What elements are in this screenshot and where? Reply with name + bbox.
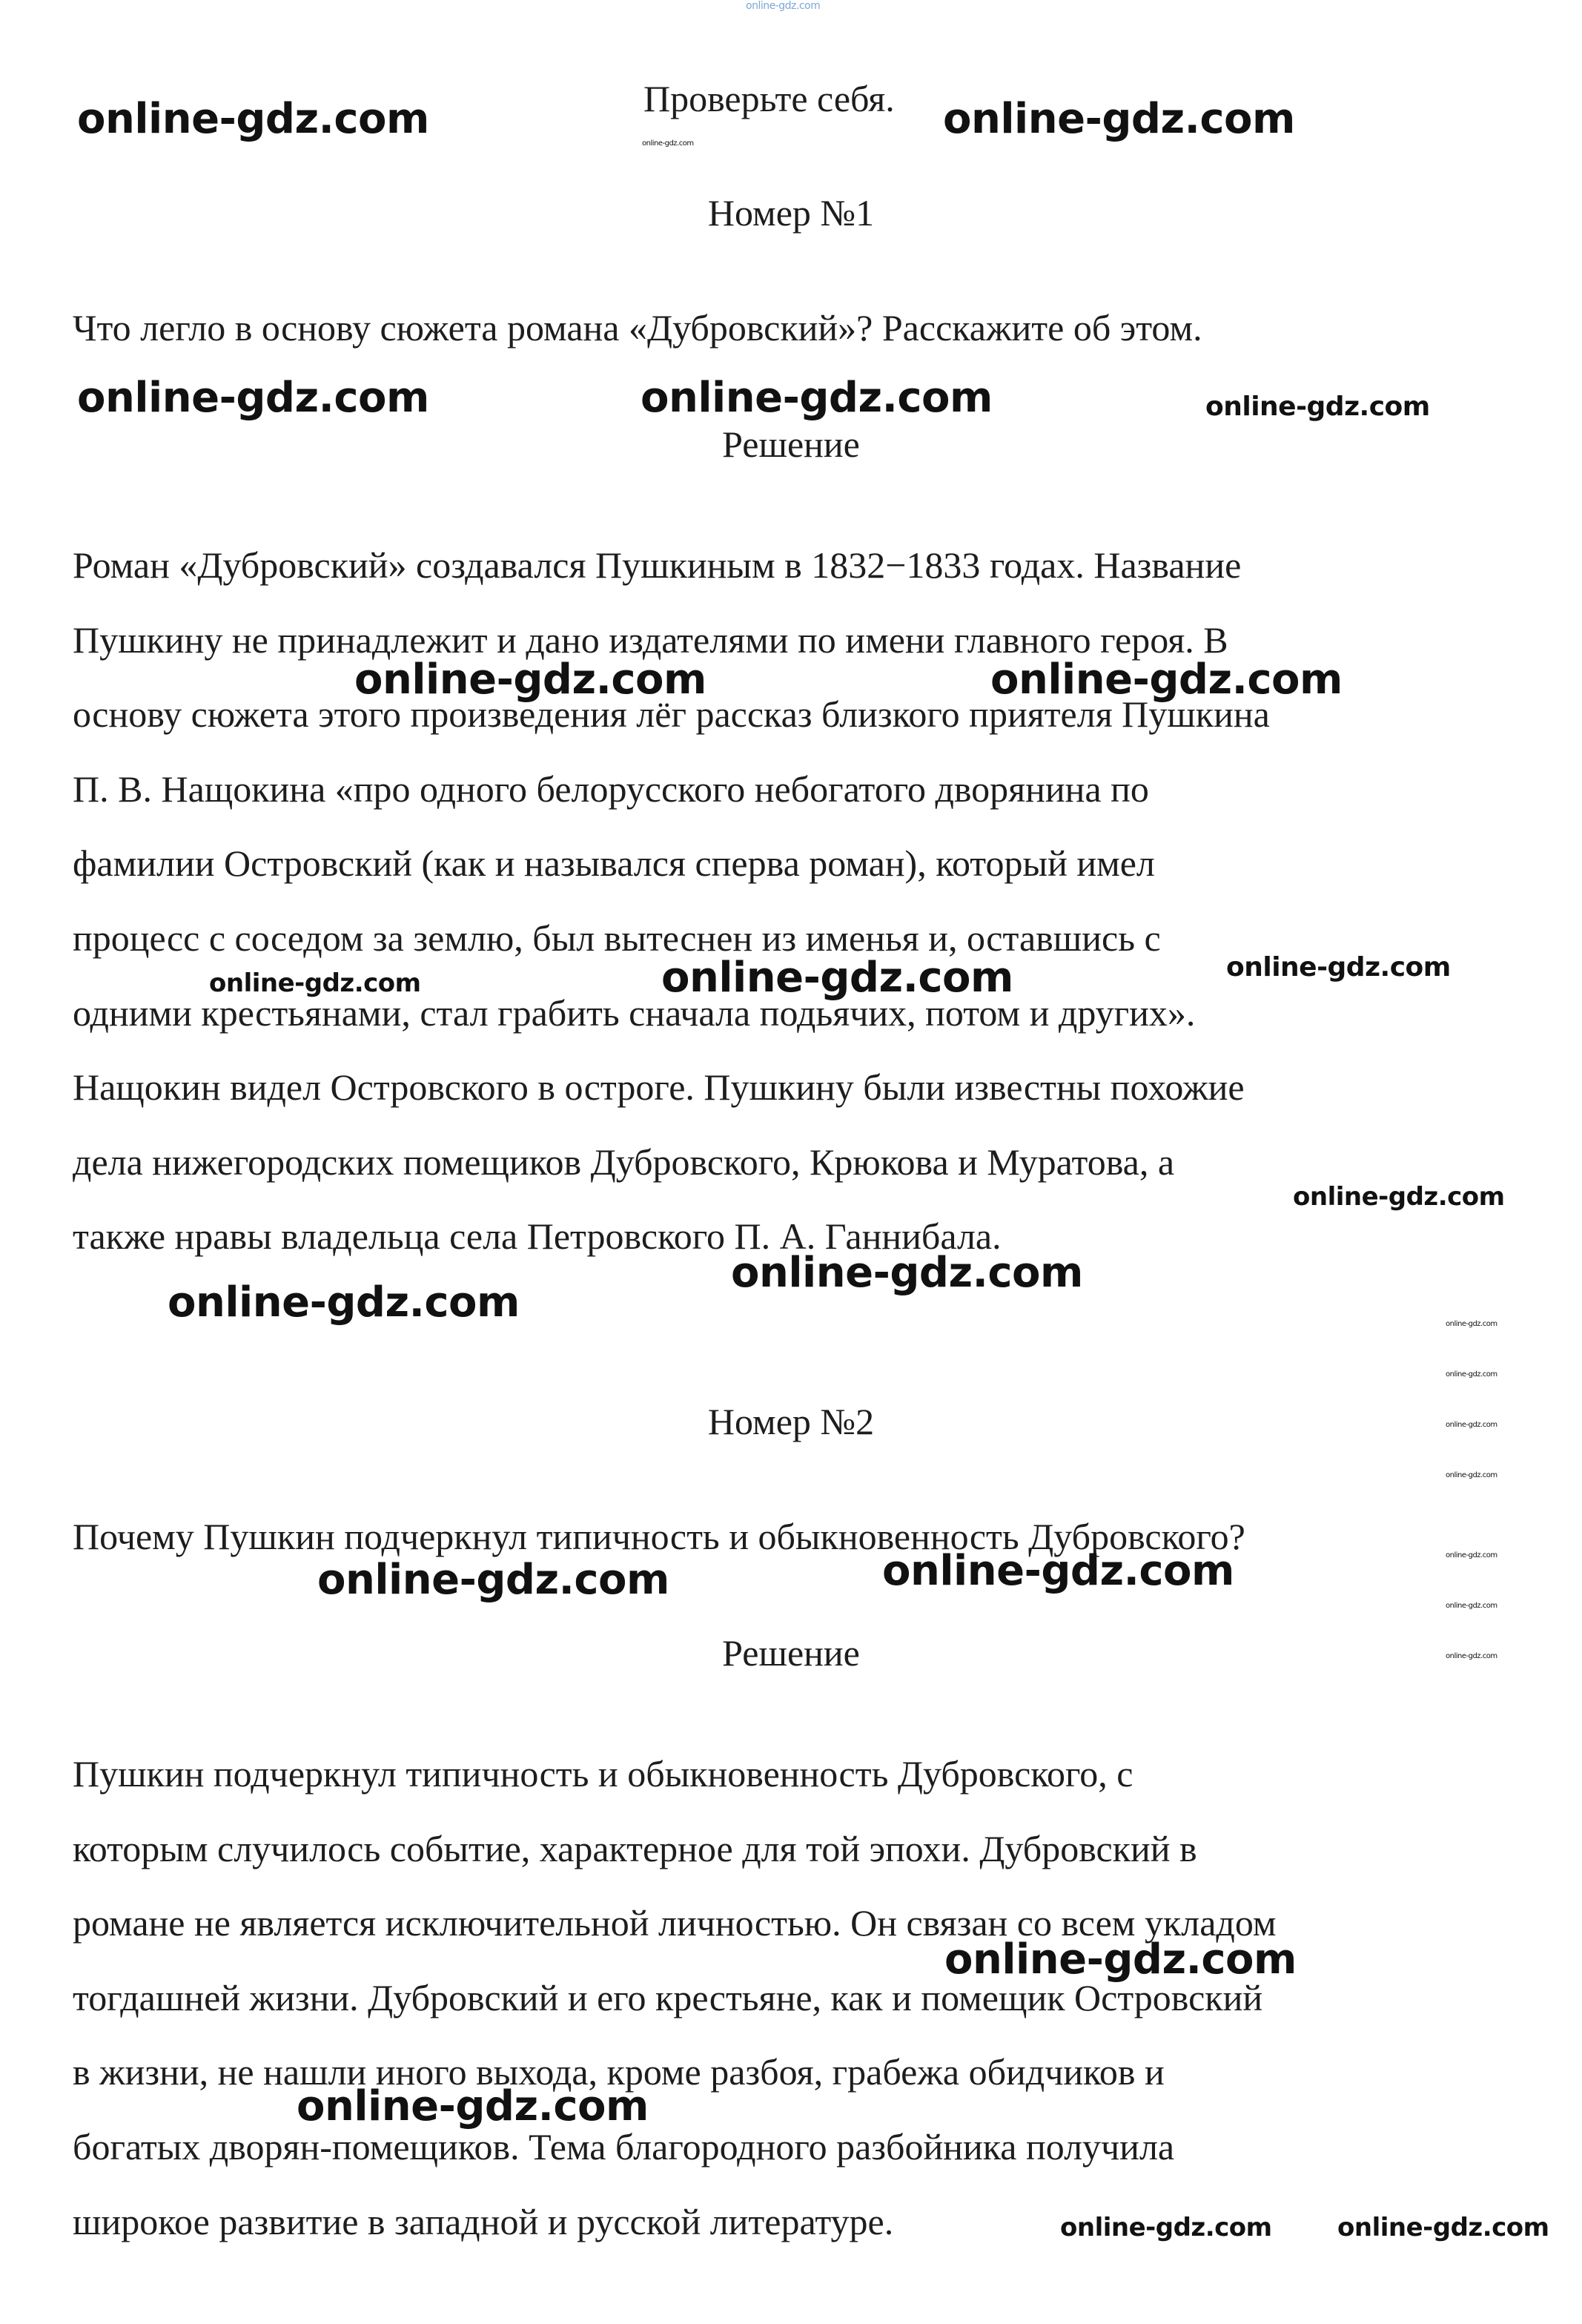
watermark-text: online-gdz.com (661, 954, 1013, 1002)
watermark-text: online-gdz.com (77, 374, 429, 422)
task2-question: Почему Пушкин подчеркнул типичность и обыкновенность Дубровского? (73, 1516, 1245, 1557)
watermark-text: online-gdz.com (731, 1249, 1083, 1297)
watermark-text: online-gdz.com (1446, 1471, 1497, 1479)
watermark-text: online-gdz.com (1446, 1602, 1497, 1610)
watermark-text: online-gdz.com (944, 1935, 1297, 1984)
watermark-text: online-gdz.com (209, 968, 421, 998)
watermark-text: online-gdz.com (641, 374, 993, 422)
watermark-text: online-gdz.com (882, 1547, 1234, 1595)
watermark-text: online-gdz.com (1205, 392, 1430, 422)
watermark-text: online-gdz.com (168, 1278, 520, 1327)
task2-heading: Номер №2 (707, 1401, 875, 1442)
watermark-text: online-gdz.com (943, 95, 1295, 143)
watermark-text: online-gdz.com (990, 656, 1343, 704)
task2-answer: Пушкин подчеркнул типичность и обыкновенность Дубровского, с которым случилось событие, характерное для той эпохи. Дубровский в романе не является исключительной личностью. Он связан со всем укладом тогдашней жизни. Дубровский и его крестьяне, как и помещик Островский в жизни, не нашли иного выхода, кроме разбоя, грабежа обидчиков и богатых дворян-помещиков. Тема благородного разбойника получила широкое развитие в западной и русской литературе. (73, 1753, 1277, 2242)
task1-heading: Номер №1 (707, 192, 875, 234)
watermark-text: online-gdz.com (1226, 952, 1451, 983)
page-title: Проверьте себя. (643, 78, 895, 119)
watermark-text: online-gdz.com (297, 2082, 649, 2130)
watermark-text: online-gdz.com (1446, 1320, 1497, 1328)
watermark-text: online-gdz.com (642, 139, 694, 148)
watermark-text: online-gdz.com (1337, 2213, 1549, 2242)
watermark-text: online-gdz.com (77, 95, 429, 143)
watermark-text: online-gdz.com (1446, 1421, 1497, 1429)
watermark-text: online-gdz.com (354, 656, 706, 704)
watermark-text: online-gdz.com (1446, 1652, 1497, 1660)
watermark-text: online-gdz.com (317, 1556, 669, 1604)
task1-solution-label: Решение (722, 423, 860, 465)
task1-answer: Роман «Дубровский» создавался Пушкиным в 1832−1833 годах. Название Пушкину не принадлежит и дано издателями по имени главного героя. В основу сюжета этого произведения лёг рассказ близкого приятеля Пушкина П. В. Нащокина «про одного белорусского небогатого дворянина по фамилии Островский (как и назывался сперва роман), который имел процесс с соседом за землю, был вытеснен из именья и, оставшись с одними крестьянами, стал грабить сначала подьячих, потом и других». Нащокин видел Островского в остроге. Пушкину были известны похожие дела нижегородских помещиков Дубровского, Крюкова и Муратова, а также нравы владельца села Петровского П. А. Ганнибала. (73, 544, 1270, 1258)
watermark-text: online-gdz.com (746, 0, 821, 12)
watermark-text: online-gdz.com (1293, 1182, 1505, 1212)
watermark-text: online-gdz.com (1446, 1551, 1497, 1559)
task2-solution-label: Решение (722, 1632, 860, 1674)
watermark-text: online-gdz.com (1446, 1370, 1497, 1379)
task1-question: Что легло в основу сюжета романа «Дубровский»? Расскажите об этом. (73, 307, 1202, 349)
watermark-text: online-gdz.com (1060, 2213, 1272, 2242)
